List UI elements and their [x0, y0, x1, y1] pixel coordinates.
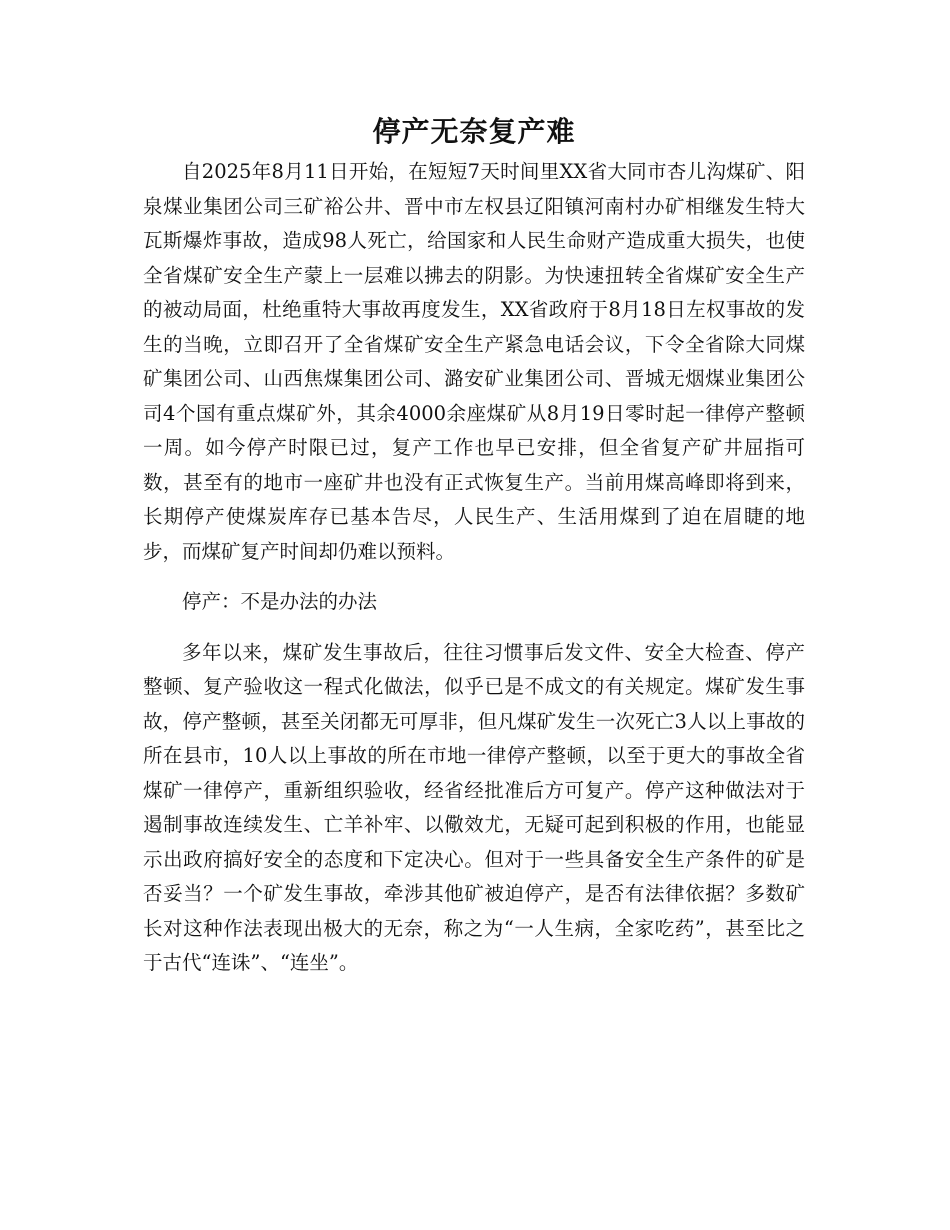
section-heading: 停产：不是办法的办法 [182, 590, 378, 613]
document-title: 停产无奈复产难 [372, 115, 576, 148]
paragraph-body: 多年以来，煤矿发生事故后，往往习惯事后发文件、安全大检查、停产整顿、复产验收这一程式化做法，似乎已是不成文的有关规定。煤矿发生事故，停产整顿，甚至关闭都无可厚非，但凡煤矿发生一次死亡3人以上事故的所在县市，10人以上事故的所在市地一律停产整顿，以至于更大的事故全省煤矿一律停产，重新组织验收，经省经批准后方可复产。停产这种做法对于遏制事故连续发生、亡羊补牢、以儆效尤，无疑可起到积极的作用，也能显示出政府搞好安全的态度和下定决心。但对于一些具备安全生产条件的矿是否妥当？一个矿发生事故，牵涉其他矿被迫停产，是否有法律依据？多数矿长对这种作法表现出极大的无奈，称之为“一人生病，全家吃药”，甚至比之于古代“连诛”、“连坐”。 [143, 640, 805, 974]
document-page [143, 110, 805, 981]
paragraph-intro: 自2025年8月11日开始，在短短7天时间里XX省大同市杏儿沟煤矿、阳泉煤业集团公司三矿裕公井、晋中市左权县辽阳镇河南村办矿相继发生特大瓦斯爆炸事故，造成98人死亡，给国家和人民生命财产造成重大损失，也使全省煤矿安全生产蒙上一层难以拂去的阴影。为快速扭转全省煤矿安全生产的被动局面，杜绝重特大事故再度发生，XX省政府于8月18日左权事故的发生的当晚，立即召开了全省煤矿安全生产紧急电话会议，下令全省除大同煤矿集团公司、山西焦煤集团公司、潞安矿业集团公司、晋城无烟煤业集团公司4个国有重点煤矿外，其余4000余座煤矿从8月19日零时起一律停产整顿一周。如今停产时限已过，复产工作也早已安排，但全省复产矿井屈指可数，甚至有的地市一座矿井也没有正式恢复生产。当前用煤高峰即将到来，长期停产使煤炭库存已基本告尽，人民生产、生活用煤到了迫在眉睫的地步，而煤矿复产时间却仍难以预料。 [143, 160, 805, 563]
